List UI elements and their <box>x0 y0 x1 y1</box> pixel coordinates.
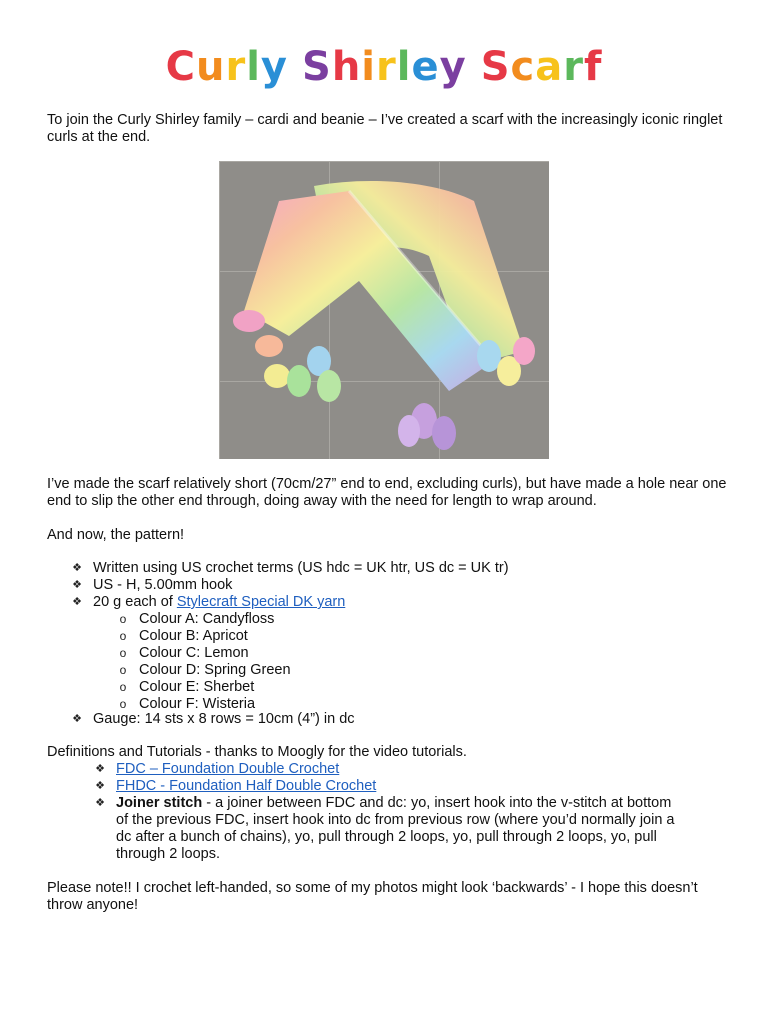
list-item <box>70 577 509 594</box>
title-letter: e <box>411 44 440 90</box>
definitions-list <box>93 761 675 863</box>
scarf-photo <box>219 161 549 459</box>
title-letter: l <box>246 44 261 90</box>
title-letter: r <box>563 44 584 90</box>
diamond-bullet-icon: ❖ <box>72 562 82 574</box>
colours-list <box>116 611 291 713</box>
colour-text: Colour B: Apricot <box>139 628 248 644</box>
joiner-stitch-line-4: through 2 loops. <box>116 846 220 862</box>
colour-item <box>116 679 291 696</box>
title-letter: S <box>480 44 511 90</box>
list-item <box>93 846 675 863</box>
colour-item <box>116 662 291 679</box>
intro-paragraph: To join the Curly Shirley family – cardi and beanie – I’ve created a scarf with the increasingly iconic ringlet curls at the end. <box>47 112 723 145</box>
list-item <box>70 594 509 611</box>
page-title <box>0 44 768 90</box>
diamond-bullet-icon: ❖ <box>95 797 105 809</box>
colour-item <box>116 628 291 645</box>
colour-text: Colour D: Spring Green <box>139 662 291 678</box>
yarn-link[interactable]: Stylecraft Special DK yarn <box>176 594 346 610</box>
fhdc-tutorial-link[interactable]: FHDC - Foundation Half Double Crochet <box>116 778 377 794</box>
colour-item <box>116 611 291 628</box>
diamond-bullet-icon: ❖ <box>72 579 82 591</box>
diamond-bullet-icon: ❖ <box>72 596 82 608</box>
materials-list <box>70 560 509 611</box>
list-item <box>70 560 509 577</box>
left-handed-note: Please note!! I crochet left-handed, so some of my photos might look ‘backwards’ - I hope this doesn’t throw anyone! <box>47 880 698 913</box>
title-letter: f <box>583 44 603 90</box>
hook-size-text: US - H, 5.00mm hook <box>93 577 233 593</box>
colour-item <box>116 645 291 662</box>
pattern-intro: And now, the pattern! <box>47 527 185 543</box>
colour-text: Colour E: Sherbet <box>139 679 255 695</box>
list-item <box>70 711 355 728</box>
scarf-illustration <box>219 161 549 459</box>
list-item <box>93 829 675 846</box>
circle-bullet-icon: o <box>119 629 127 643</box>
fdc-tutorial-link[interactable]: FDC – Foundation Double Crochet <box>116 761 340 777</box>
diamond-bullet-icon: ❖ <box>72 713 82 725</box>
definitions-heading: Definitions and Tutorials - thanks to Moogly for the video tutorials. <box>47 744 467 760</box>
title-letter: c <box>510 44 536 90</box>
title-letter: u <box>195 44 226 90</box>
title-letter: i <box>361 44 377 90</box>
joiner-stitch-term: Joiner stitch <box>116 795 203 811</box>
crochet-terms-text: Written using US crochet terms (US hdc = UK htr, US dc = UK tr) <box>93 560 509 576</box>
gauge-list <box>70 711 355 728</box>
list-item <box>93 761 675 778</box>
title-letter: C <box>165 44 196 90</box>
gauge-text: Gauge: 14 sts x 8 rows = 10cm (4”) in dc <box>93 711 355 727</box>
title-letter: y <box>439 44 467 90</box>
list-item <box>93 812 675 829</box>
colour-text: Colour A: Candyfloss <box>139 611 275 627</box>
circle-bullet-icon: o <box>119 663 127 677</box>
joiner-stitch-line-2: of the previous FDC, insert hook into dc from previous row (where you’d normally join a <box>116 812 675 828</box>
circle-bullet-icon: o <box>119 697 127 711</box>
scarf-description-paragraph: I’ve made the scarf relatively short (70cm/27” end to end, excluding curls), but have made a hole near one end to slip the other end through, doing away with the need for length to wrap around. <box>47 476 727 509</box>
list-item <box>93 778 675 795</box>
colour-text: Colour C: Lemon <box>139 645 249 661</box>
list-item <box>93 795 675 812</box>
title-letter: h <box>331 44 362 90</box>
title-letter: l <box>396 44 412 90</box>
diamond-bullet-icon: ❖ <box>95 763 105 775</box>
circle-bullet-icon: o <box>119 612 127 626</box>
title-letter: r <box>376 44 397 90</box>
circle-bullet-icon: o <box>119 646 127 660</box>
joiner-stitch-line-3: dc after a bunch of chains), yo, pull through 2 loops, yo, pull through 2 loops, yo, pull <box>116 829 657 845</box>
colour-text: Colour F: Wisteria <box>139 696 256 712</box>
joiner-stitch-line-1: - a joiner between FDC and dc: yo, insert hook into the v-stitch at bottom <box>202 795 672 811</box>
title-letter: r <box>225 44 247 90</box>
title-letter: y <box>260 44 288 90</box>
diamond-bullet-icon: ❖ <box>95 780 105 792</box>
circle-bullet-icon: o <box>119 680 127 694</box>
yarn-prefix-text: 20 g each of <box>93 594 177 610</box>
title-letter: S <box>302 44 332 90</box>
title-letter: a <box>535 44 564 90</box>
